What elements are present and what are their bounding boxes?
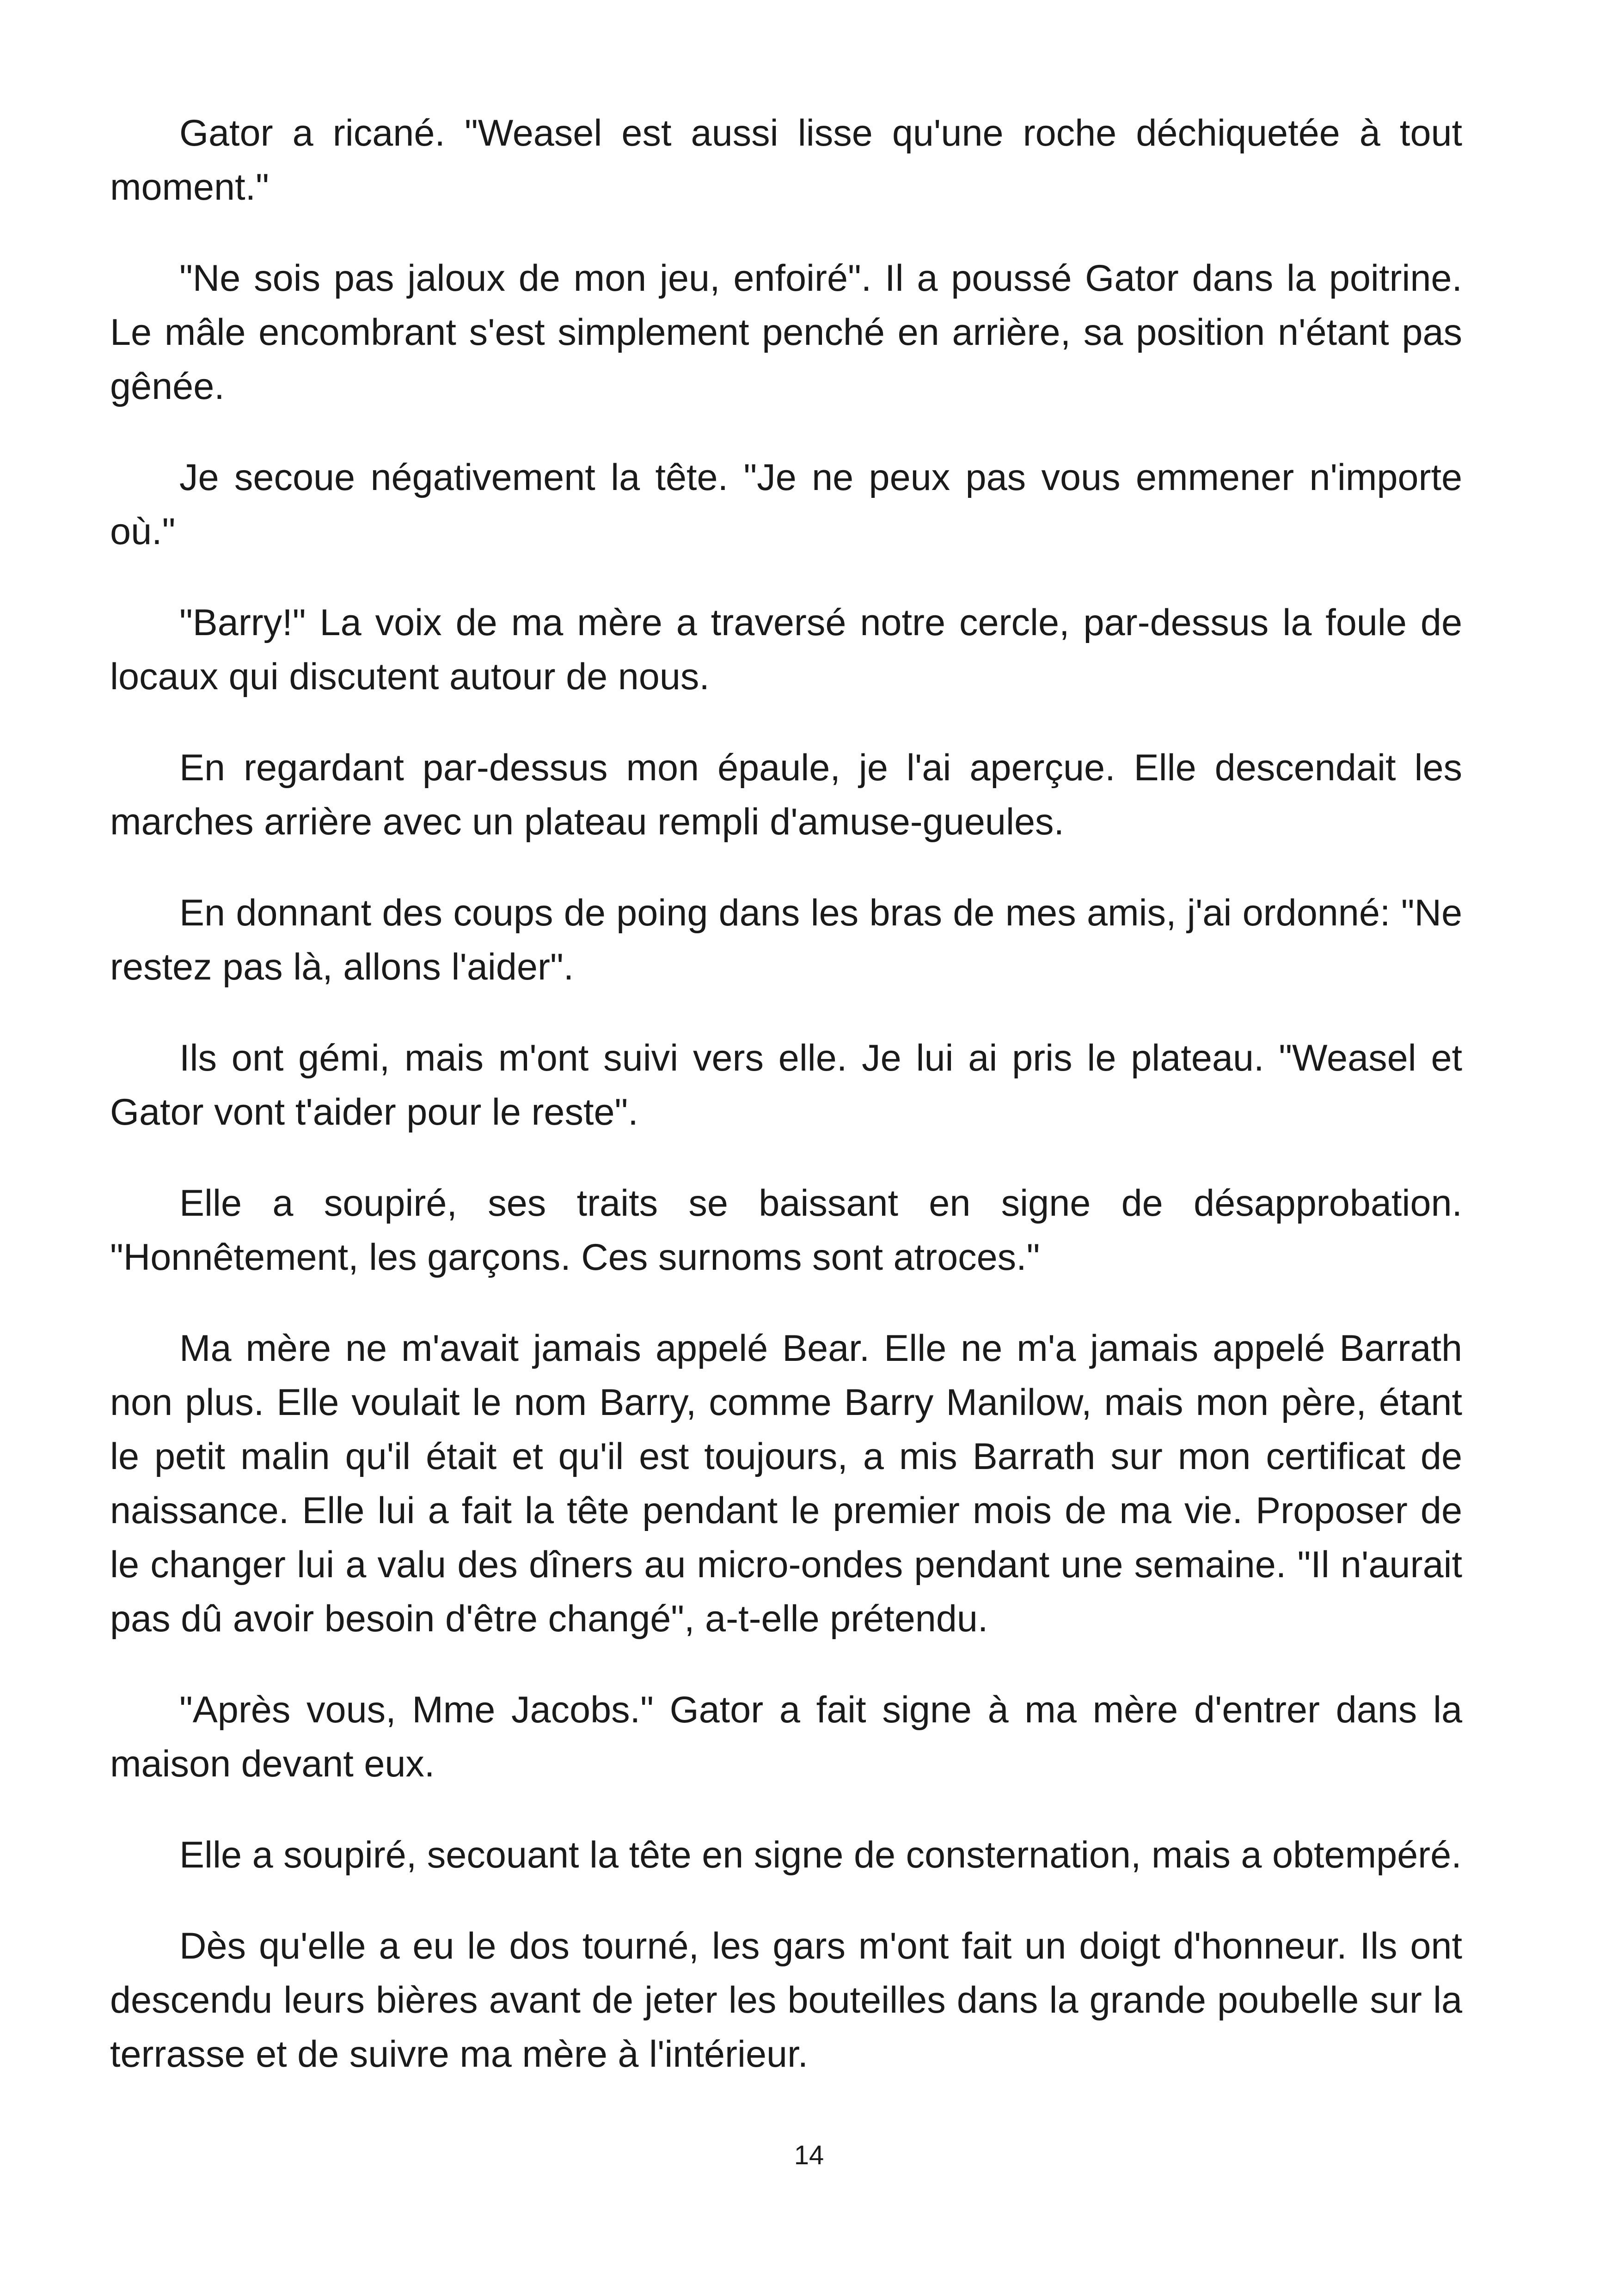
paragraph-4: "Barry!" La voix de ma mère a traversé notre cercle, par-dessus la foule de locaux qui discutent autour de nous. [110,602,1462,698]
paragraph-1: Gator a ricané. "Weasel est aussi lisse qu'une roche déchiquetée à tout moment." [110,112,1462,208]
paragraph-5: En regardant par-dessus mon épaule, je l'ai aperçue. Elle descendait les marches arrière avec un plateau rempli d'amuse-gueules. [110,747,1462,843]
page-number: 14 [794,2140,824,2170]
paragraph-6: En donnant des coups de poing dans les bras de mes amis, j'ai ordonné: "Ne restez pas là, allons l'aider". [110,892,1462,988]
paragraph-2: "Ne sois pas jaloux de mon jeu, enfoiré". Il a poussé Gator dans la poitrine. Le mâle encombrant s'est simplement penché en arrière, sa position n'étant pas gênée. [110,257,1462,407]
paragraph-7: Ils ont gémi, mais m'ont suivi vers elle. Je lui ai pris le plateau. "Weasel et Gator vont t'aider pour le reste". [110,1037,1462,1133]
body-text [110,106,1462,2082]
paragraph-9: Ma mère ne m'avait jamais appelé Bear. Elle ne m'a jamais appelé Barrath non plus. Elle voulait le nom Barry, comme Barry Manilow, mais mon père, étant le petit malin qu'il était et qu'il est toujours, a mis Barrath sur mon certificat de naissance. Elle lui a fait la tête pendant le premier mois de ma vie. Proposer de le changer lui a valu des dîners au micro-ondes pendant une semaine. "Il n'aurait pas dû avoir besoin d'être changé", a-t-elle prétendu. [110,1328,1462,1640]
paragraph-12: Dès qu'elle a eu le dos tourné, les gars m'ont fait un doigt d'honneur. Ils ont descendu leurs bières avant de jeter les bouteilles dans la grande poubelle sur la terrasse et de suivre ma mère à l'intérieur. [110,1925,1462,2075]
paragraph-11: Elle a soupiré, secouant la tête en signe de consternation, mais a obtempéré. [179,1834,1462,1876]
paragraph-3: Je secoue négativement la tête. "Je ne peux pas vous emmener n'importe où." [110,457,1462,552]
paragraph-8: Elle a soupiré, ses traits se baissant en signe de désapprobation. "Honnêtement, les garçons. Ces surnoms sont atroces." [110,1182,1462,1278]
paragraph-10: "Après vous, Mme Jacobs." Gator a fait signe à ma mère d'entrer dans la maison devant eux. [110,1689,1462,1785]
